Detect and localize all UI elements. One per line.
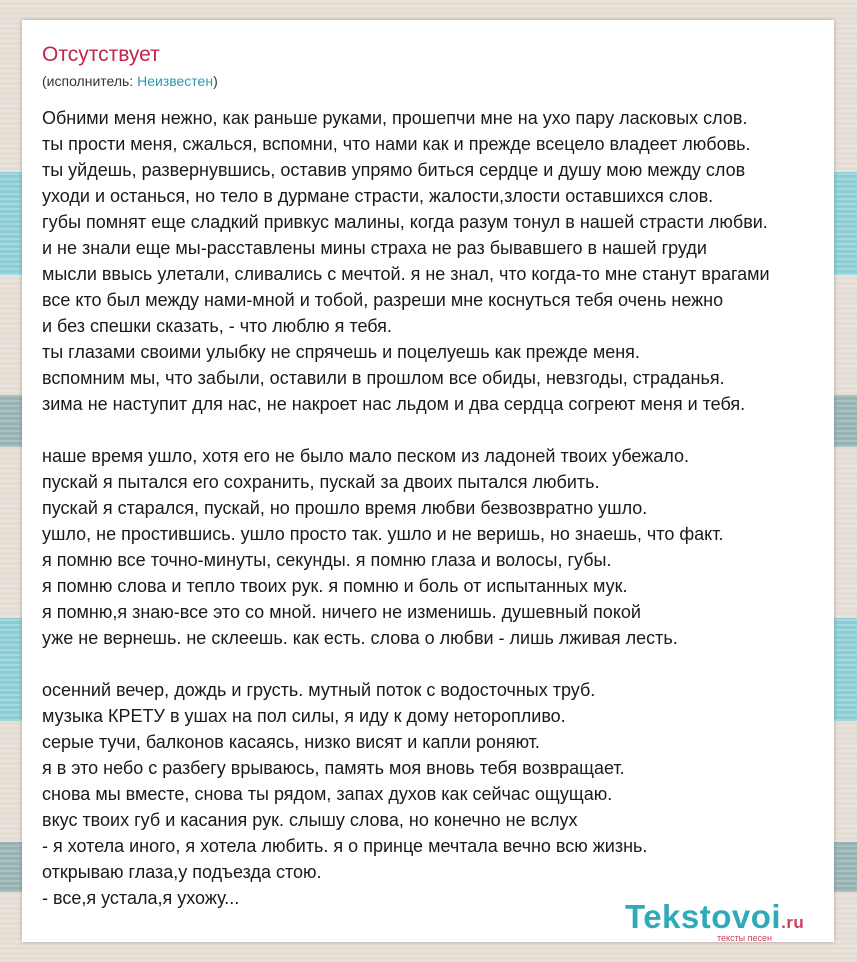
verse-gap <box>42 417 832 443</box>
verse-1 <box>42 105 832 417</box>
lyric-line: и без спешки сказать, - что люблю я тебя. <box>42 316 392 336</box>
lyric-line: серые тучи, балконов касаясь, низко висят и капли роняют. <box>42 732 540 752</box>
lyric-line: губы помнят еще сладкий привкус малины, когда разум тонул в нашей страсти любви. <box>42 212 768 232</box>
lyric-line: пускай я пытался его сохранить, пускай за двоих пытался любить. <box>42 472 600 492</box>
logo-wordmark <box>625 898 804 936</box>
lyric-line: я помню все точно-минуты, секунды. я помню глаза и волосы, губы. <box>42 550 612 570</box>
tekstovoi-logo[interactable] <box>625 898 835 942</box>
lyric-line: ушло, не простившись. ушло просто так. ушло и не веришь, но знаешь, что факт. <box>42 524 724 544</box>
lyric-line: - все,я устала,я ухожу... <box>42 888 240 908</box>
verse-gap <box>42 651 832 677</box>
lyric-line: осенний вечер, дождь и грусть. мутный поток с водосточных труб. <box>42 680 596 700</box>
artist-link[interactable]: Неизвестен <box>137 73 214 89</box>
verse-2 <box>42 443 832 651</box>
lyric-line: все кто был между нами-мной и тобой, разреши мне коснуться тебя очень нежно <box>42 290 724 310</box>
lyric-line: открываю глаза,у подъезда стою. <box>42 862 322 882</box>
lyric-line: уходи и останься, но тело в дурмане страсти, жалости,злости оставшихся слов. <box>42 186 714 206</box>
lyric-line: - я хотела иного, я хотела любить. я о принце мечтала вечно всю жизнь. <box>42 836 648 856</box>
lyric-line: я помню,я знаю-все это со мной. ничего не изменишь. душевный покой <box>42 602 641 622</box>
lyric-line: и не знали еще мы-расставлены мины страха не раз бывавшего в нашей груди <box>42 238 707 258</box>
verse-3 <box>42 677 832 911</box>
lyric-line: ты прости меня, сжалься, вспомни, что нами как и прежде всецело владеет любовь. <box>42 134 751 154</box>
lyric-line: зима не наступит для нас, не накроет нас льдом и два сердца согреют меня и тебя. <box>42 394 746 414</box>
lyric-line: я помню слова и тепло твоих рук. я помню и боль от испытанных мук. <box>42 576 628 596</box>
lyric-line: музыка КРЕТУ в ушах на пол силы, я иду к дому неторопливо. <box>42 706 566 726</box>
lyric-line: уже не вернешь. не склеешь. как есть. слова о любви - лишь лживая лесть. <box>42 628 678 648</box>
logo-name: Tekstovoi <box>625 898 782 935</box>
lyric-line: снова мы вместе, снова ты рядом, запах духов как сейчас ощущаю. <box>42 784 613 804</box>
lyric-line: наше время ушло, хотя его не было мало песком из ладоней твоих убежало. <box>42 446 690 466</box>
artist-prefix: (исполнитель: <box>42 73 138 89</box>
lyric-line: вспомним мы, что забыли, оставили в прошлом все обиды, невзгоды, страданья. <box>42 368 725 388</box>
lyric-line: я в это небо с разбегу врываюсь, память моя вновь тебя возвращает. <box>42 758 625 778</box>
lyric-line: ты уйдешь, развернувшись, оставив упрямо биться сердце и душу мою между слов <box>42 160 746 180</box>
lyric-line: вкус твоих губ и касания рук. слышу слова, но конечно не вслух <box>42 810 578 830</box>
lyric-line: пускай я старался, пускай, но прошло время любви безвозвратно ушло. <box>42 498 648 518</box>
lyrics-card <box>22 20 834 942</box>
song-title: Отсутствует <box>42 43 160 66</box>
lyric-line: Обними меня нежно, как раньше руками, прошепчи мне на ухо пару ласковых слов. <box>42 108 748 128</box>
artist-line <box>42 73 218 89</box>
artist-suffix: ) <box>213 73 218 89</box>
lyrics-text <box>42 105 832 911</box>
logo-tagline: тексты песен <box>717 933 773 943</box>
logo-tld: .ru <box>781 913 805 932</box>
lyric-line: ты глазами своими улыбку не спрячешь и поцелуешь как прежде меня. <box>42 342 640 362</box>
lyric-line: мысли ввысь улетали, сливались с мечтой. я не знал, что когда-то мне станут врагами <box>42 264 770 284</box>
